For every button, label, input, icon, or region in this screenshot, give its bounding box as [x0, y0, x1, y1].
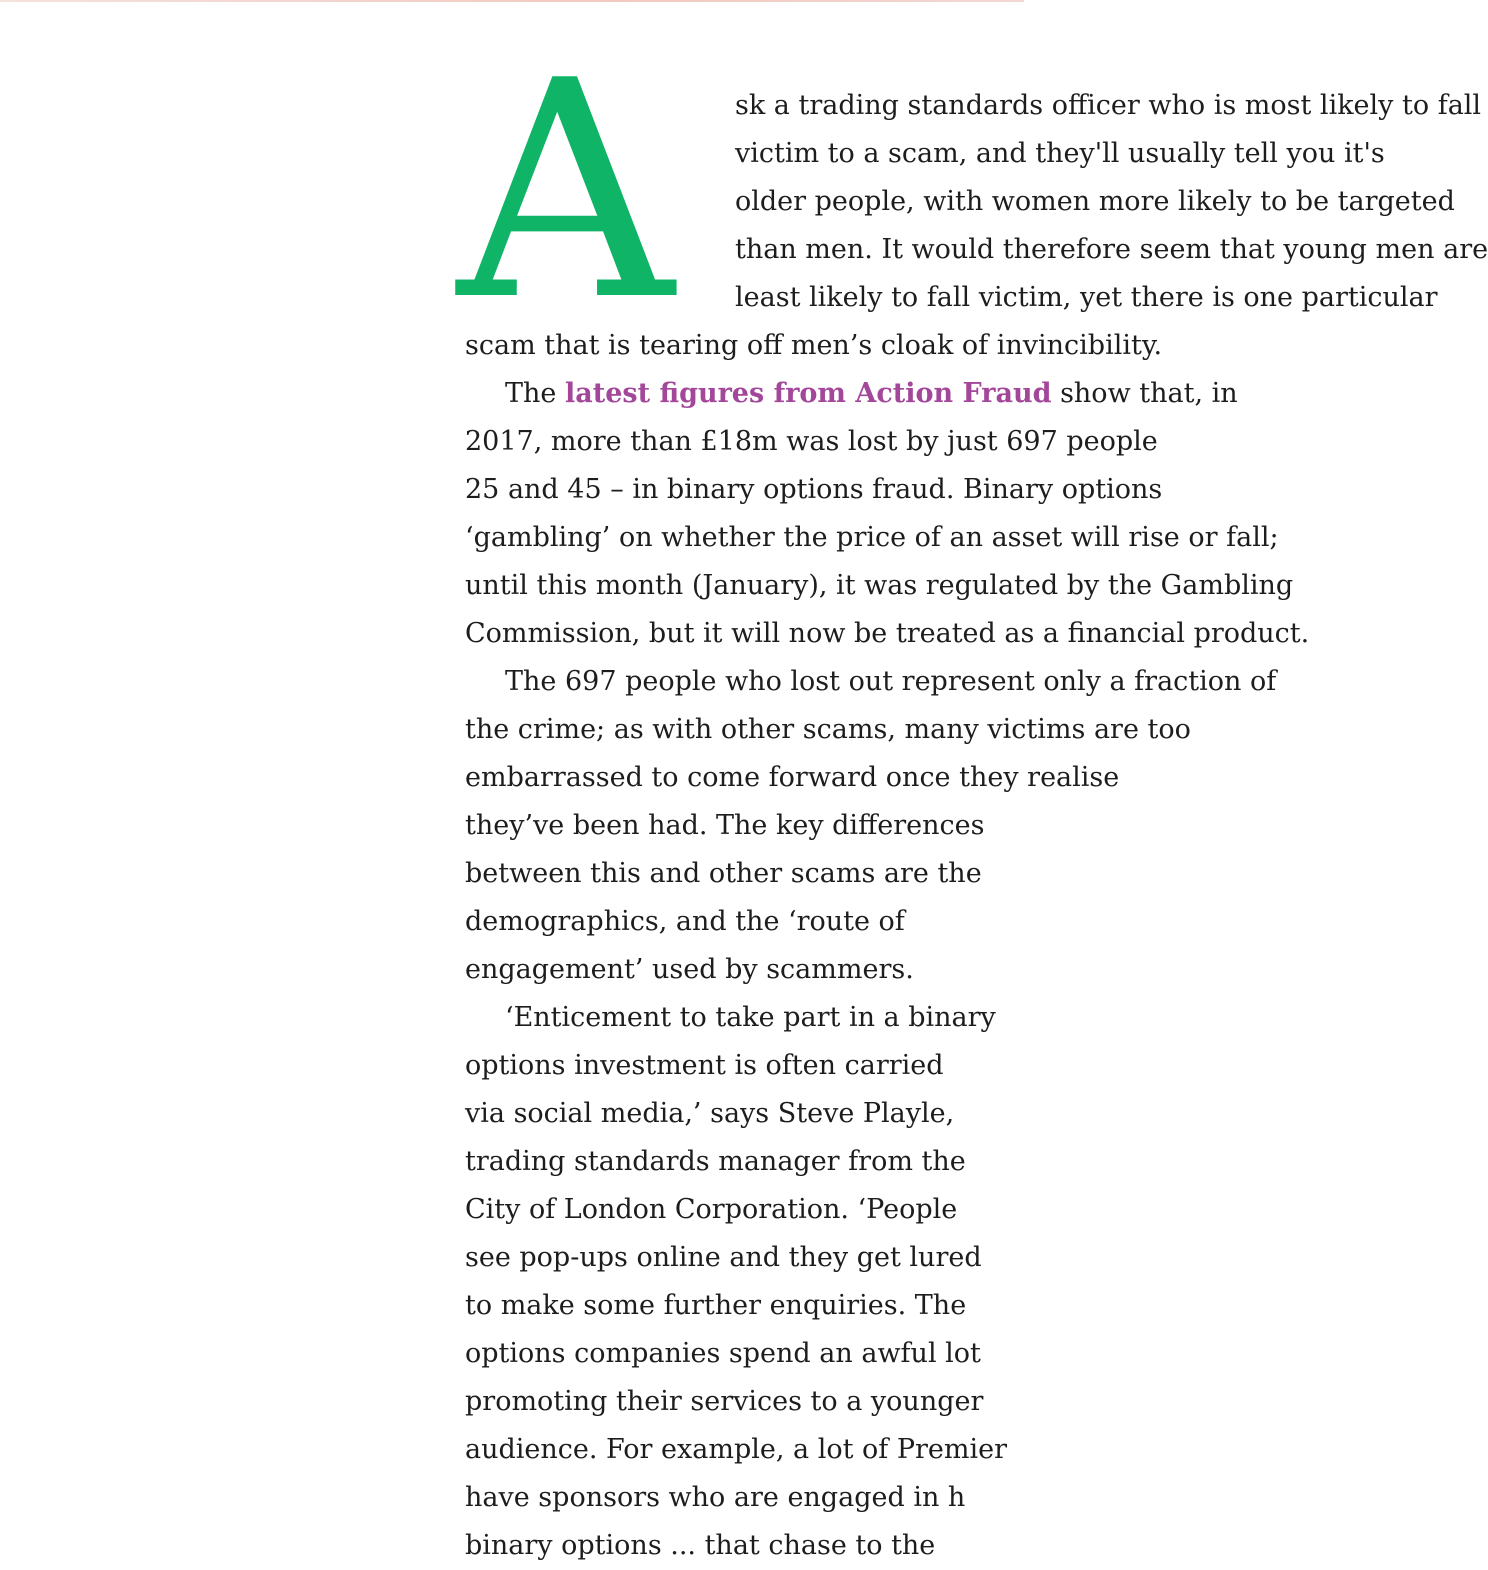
top-accent-rule — [0, 0, 1024, 2]
paragraph-3-line: embarrassed to come forward once they realise — [465, 762, 1120, 793]
paragraph-4-line: promoting their services to a younger — [465, 1386, 984, 1417]
paragraph-2-line: 2017, more than £18m was lost by just 697 people — [465, 426, 1158, 457]
paragraph-4-line: to make some further enquiries. The — [465, 1290, 967, 1321]
paragraph-2-first-line — [465, 370, 1238, 418]
paragraph-3-line: between this and other scams are the — [465, 858, 982, 889]
paragraph-4-line: audience. For example, a lot of Premier — [465, 1434, 1008, 1465]
paragraph-2-lead: The — [505, 378, 565, 409]
drop-cap: A — [457, 17, 674, 366]
article-body — [457, 17, 1488, 1561]
paragraph-3-line: demographics, and the ‘route of — [465, 906, 905, 937]
paragraph-2-line: 25 and 45 – in binary options fraud. Binary options — [465, 474, 1163, 505]
paragraph-4-line: options companies spend an awful lot — [465, 1338, 981, 1369]
paragraph-2-line: ‘gambling’ on whether the price of an asset will rise or fall; — [465, 522, 1279, 553]
paragraph-3-line: engagement’ used by scammers. — [465, 954, 914, 985]
paragraph-2-line: Commission, but it will now be treated as a financial product. — [465, 618, 1310, 649]
paragraph-3-line: The 697 people who lost out represent only a fraction of — [505, 666, 1277, 697]
paragraph-4-line: options investment is often carried — [465, 1050, 944, 1081]
paragraph-3-line: they’ve been had. The key differences — [465, 810, 985, 841]
paragraph-2-rest: show that, in — [1051, 378, 1238, 409]
paragraph-4-line: trading standards manager from the — [465, 1146, 966, 1177]
paragraph-4-line: City of London Corporation. ‘People — [465, 1194, 958, 1225]
paragraph-1-line: than men. It would therefore seem that young men are — [735, 234, 1488, 265]
paragraph-4-line: have sponsors who are engaged in h — [465, 1482, 966, 1513]
paragraph-1-line: older people, with women more likely to be targeted — [735, 186, 1455, 217]
paragraph-2-line: until this month (January), it was regulated by the Gambling — [465, 570, 1294, 601]
paragraph-1-line: sk a trading standards officer who is most likely to fall — [735, 90, 1482, 121]
action-fraud-figures-link[interactable]: latest figures from Action Fraud — [564, 378, 1052, 409]
paragraph-4-line: see pop-ups online and they get lured — [465, 1242, 982, 1273]
paragraph-1-line: scam that is tearing off men’s cloak of invincibility. — [465, 330, 1163, 361]
paragraph-4-line: binary options ... that chase to the — [465, 1530, 936, 1561]
paragraph-4-line: ‘Enticement to take part in a binary — [505, 1002, 996, 1033]
paragraph-1-line: victim to a scam, and they'll usually tell you it's — [735, 138, 1385, 169]
paragraph-3-line: the crime; as with other scams, many victims are too — [465, 714, 1191, 745]
paragraph-4-line: via social media,’ says Steve Playle, — [465, 1098, 955, 1129]
paragraph-1-line: least likely to fall victim, yet there is one particular — [735, 282, 1438, 313]
